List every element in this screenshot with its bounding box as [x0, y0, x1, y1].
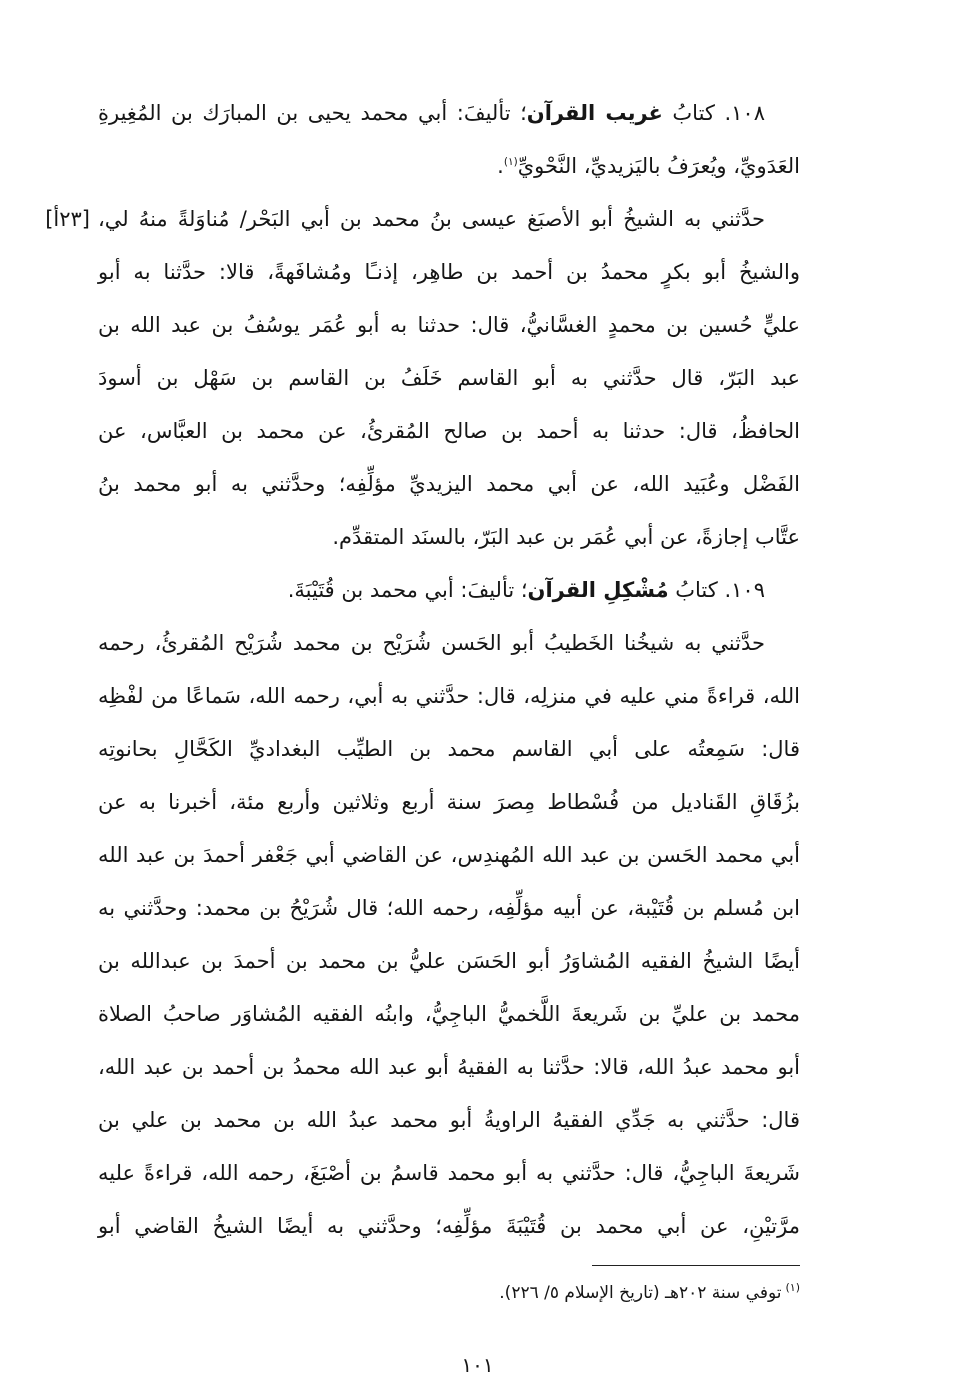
heading-text: العَدَويِّ، ويُعرَفُ باليَزيديِّ، النَّحْويِّ	[517, 154, 800, 178]
footnote	[499, 1276, 800, 1310]
heading-end: .	[497, 154, 504, 178]
isnad-line: شَريعةَ الباجِيُّ، قال: حدَّثني به أبو محمد قاسمُ بن أصْبَغَ، رحمه الله، قراءةً عليه	[98, 1161, 800, 1185]
isnad-line: أبو محمد عبدُ الله، قالا: حدَّثنا به الفقيهُ أبو عبد الله محمدُ بن أحمد بن عبد الله،	[98, 1055, 800, 1079]
book-title: غريب القرآن	[526, 101, 663, 125]
footnote-text: توفي سنة ٢٠٢هـ (تاريخ الإسلام ٥/ ٢٢٦).	[499, 1283, 782, 1303]
isnad-line: قال: حدَّثني به جَدِّي الفقيهُ الراويةُ أبو محمد عبدُ الله بن محمد بن علي بن	[98, 1108, 800, 1132]
isnad-line: عبد البَرّ، قال حدَّثني به أبو القاسم خَلَفُ بن القاسم بن سَهْل بن أسودَ	[98, 366, 800, 390]
isnad-line: أبي محمد الحَسن بن عبد الله المُهندِس، عن القاضي أبي جَعْفر أحمدَ بن عبد الله	[98, 843, 800, 867]
isnad-line: حدَّثني به شيخُنا الخَطيبُ أبو الحَسن شُرَيْح بن محمد شُرَيْح المُقرئُ، رحمه	[98, 631, 765, 655]
entry-heading-109	[98, 564, 800, 617]
main-text	[45, 87, 800, 1253]
footnote-separator	[592, 1265, 800, 1266]
isnad-line: الله، قراءةً مني عليه في منزلِه، قال: حدَّثني به أبي، رحمه الله، سَماعًا من لفْظِه	[98, 684, 800, 708]
entry-heading-108-continued	[98, 140, 800, 193]
footnote-reference: (١)	[503, 156, 518, 168]
isnad-line: والشيخُ أبو بكرٍ محمدُ بن أحمد بن طاهِر، إذنـًا ومُشافَهةً، قالا: حدَّثنا به أبو	[98, 260, 800, 284]
footnote-marker: (١)	[785, 1281, 800, 1295]
book-title: مُشْكِلِ القرآن	[527, 578, 669, 602]
isnad-line: عتَّاب إجازةً، عن أبي عُمَر بن عبد البَرّ، بالسنَد المتقدِّم.	[332, 525, 800, 549]
entry-number: ١٠٩.	[724, 578, 765, 602]
folio-margin-note: [٢٣أ]	[45, 207, 90, 231]
isnad-text: حدَّثني به الشيخُ أبو الأصبَغ عيسى بنُ محمد بن أبي البَحْر/ مُناوَلةً منهُ لي،	[98, 207, 765, 231]
book-label: كتابُ	[675, 578, 718, 602]
isnad-line: بزُقَاقِ القَناديل من فُسْطاط مِصرَ سنة أربع وثلاثين وأربع مئة، أخبرنا به عن	[98, 790, 800, 814]
page-number: ١٠١	[461, 1353, 494, 1377]
isnad-line: الفَضْل وعُبَيد الله، عن أبي محمد اليزيديِّ مؤلِّفِه؛ وحدَّثني به أبو محمد بنُ	[98, 472, 800, 496]
entry-number: ١٠٨.	[724, 101, 765, 125]
heading-text: ؛ تأليفَ: أبي محمد بن قُتَيْبَةَ.	[287, 578, 528, 602]
entry-heading-108	[98, 87, 800, 140]
isnad-line: قال: سَمِعتُه على أبي القاسم محمد بن الطيِّب البغداديِّ الكَحَّالِ بحانوتِه	[98, 737, 800, 761]
isnad-line: مرَّتيْنِ، عن أبي محمد بن قُتَيْبَةَ مؤلِّفِه؛ وحدَّثني به أيضًا الشيخُ القاضي أبو	[98, 1214, 800, 1238]
isnad-line: الحافظُ، قال: حدثنا به أحمد بن صالح المُقرئُ، عن محمد بن العبَّاس، عن	[98, 419, 800, 443]
isnad-line: محمد بن عليِّ بن شَريعةَ اللَّخميُّ الباجِيُّ، وابنُه الفقيه المُشاوَر صاحبُ الصلاة	[98, 1002, 800, 1026]
heading-text: ؛ تأليفَ: أبي محمد يحيى بن المبارَك بن المُغِيرةِ	[98, 101, 527, 125]
isnad-line	[45, 193, 800, 246]
isnad-line: عليٍّ حُسين بن محمدٍ الغسَّانيُّ، قال: حدثنا به أبو عُمَر يوسُفُ بن عبد الله بن	[98, 313, 800, 337]
isnad-line: أيضًا الشيخُ الفقيه المُشاوَرُ أبو الحَسَن عليُّ بن محمد بن أحمدَ بن عبدالله بن	[98, 949, 800, 973]
book-label: كتابُ	[672, 101, 715, 125]
isnad-line: ابن مُسلم بن قُتَيْبة، عن أبيه مؤلِّفِه، رحمه الله؛ قال شُرَيْحُ بن محمد: وحدَّثني به	[98, 896, 800, 920]
